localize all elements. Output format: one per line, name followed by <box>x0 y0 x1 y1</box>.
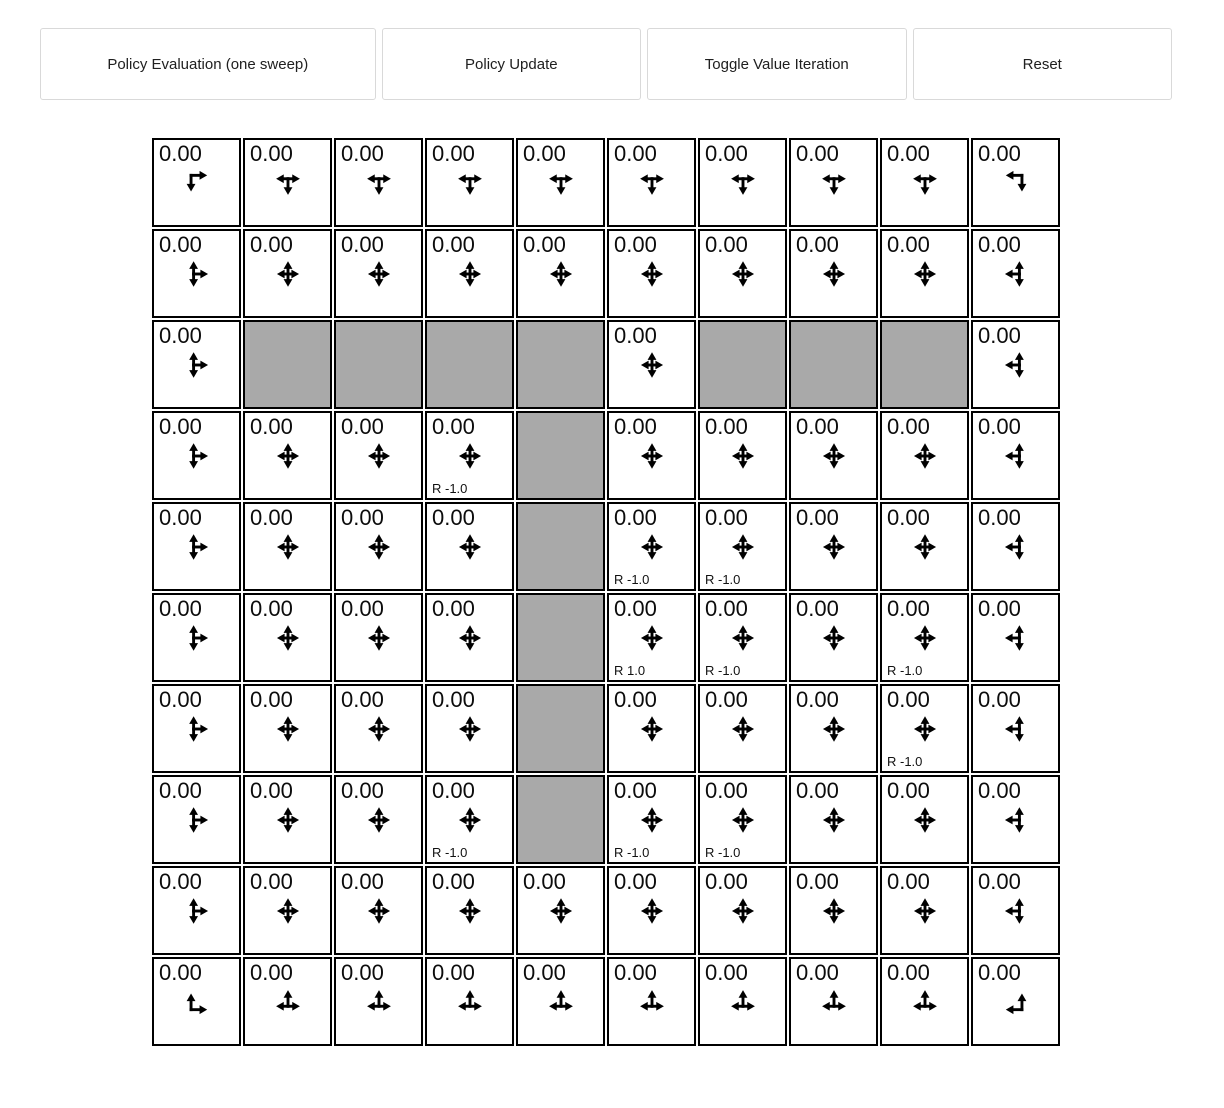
state-value: 0.00 <box>978 687 1021 712</box>
state-value: 0.00 <box>250 687 293 712</box>
policy-all-arrows-icon <box>362 439 396 473</box>
policy-left-right-up-arrows-icon <box>362 985 396 1019</box>
policy-left-right-down-arrows-icon <box>453 166 487 200</box>
state-value: 0.00 <box>250 596 293 621</box>
policy-left-right-down-arrows-icon <box>544 166 578 200</box>
state-value: 0.00 <box>705 778 748 803</box>
state-value: 0.00 <box>614 687 657 712</box>
policy-up-down-left-arrows-icon <box>999 348 1033 382</box>
policy-up-down-right-arrows-icon <box>180 439 214 473</box>
gridworld <box>152 138 1060 1046</box>
wall-cell <box>334 320 423 409</box>
grid-cell <box>243 411 332 500</box>
state-value: 0.00 <box>159 414 202 439</box>
grid-cell <box>971 684 1060 773</box>
state-value: 0.00 <box>614 323 657 348</box>
state-value: 0.00 <box>978 778 1021 803</box>
state-value: 0.00 <box>341 869 384 894</box>
state-value: 0.00 <box>341 687 384 712</box>
policy-left-right-up-arrows-icon <box>635 985 669 1019</box>
policy-all-arrows-icon <box>635 348 669 382</box>
state-value: 0.00 <box>887 869 930 894</box>
state-value: 0.00 <box>887 778 930 803</box>
grid-cell <box>607 866 696 955</box>
reward-label: R -1.0 <box>614 572 650 587</box>
policy-left-right-up-arrows-icon <box>726 985 760 1019</box>
grid-cell <box>425 229 514 318</box>
state-value: 0.00 <box>887 141 930 166</box>
state-value: 0.00 <box>523 232 566 257</box>
grid-cell <box>516 866 605 955</box>
state-value: 0.00 <box>159 960 202 985</box>
state-value: 0.00 <box>523 141 566 166</box>
state-value: 0.00 <box>796 778 839 803</box>
state-value: 0.00 <box>796 869 839 894</box>
policy-all-arrows-icon <box>726 439 760 473</box>
grid-cell <box>152 684 241 773</box>
state-value: 0.00 <box>159 596 202 621</box>
grid-cell <box>425 138 514 227</box>
grid-cell <box>243 593 332 682</box>
grid-cell <box>789 775 878 864</box>
policy-up-down-right-arrows-icon <box>180 621 214 655</box>
state-value: 0.00 <box>341 232 384 257</box>
state-value: 0.00 <box>159 778 202 803</box>
reward-label: R -1.0 <box>432 481 468 496</box>
grid-cell <box>698 957 787 1046</box>
policy-up-down-right-arrows-icon <box>180 348 214 382</box>
grid-cell <box>607 229 696 318</box>
state-value: 0.00 <box>432 778 475 803</box>
grid-cell <box>880 866 969 955</box>
policy-up-down-left-arrows-icon <box>999 257 1033 291</box>
state-value: 0.00 <box>614 960 657 985</box>
state-value: 0.00 <box>432 960 475 985</box>
policy-all-arrows-icon <box>635 257 669 291</box>
policy-left-right-up-arrows-icon <box>271 985 305 1019</box>
state-value: 0.00 <box>705 414 748 439</box>
grid-cell <box>607 775 696 864</box>
state-value: 0.00 <box>796 960 839 985</box>
grid-cell <box>698 684 787 773</box>
state-value: 0.00 <box>705 869 748 894</box>
grid-cell <box>334 593 423 682</box>
state-value: 0.00 <box>432 505 475 530</box>
grid-cell <box>152 502 241 591</box>
state-value: 0.00 <box>250 414 293 439</box>
grid-cell <box>425 775 514 864</box>
policy-left-right-up-arrows-icon <box>544 985 578 1019</box>
grid-cell <box>243 957 332 1046</box>
reward-label: R -1.0 <box>887 754 923 769</box>
policy-left-right-down-arrows-icon <box>726 166 760 200</box>
policy-up-down-left-arrows-icon <box>999 894 1033 928</box>
state-value: 0.00 <box>796 141 839 166</box>
state-value: 0.00 <box>978 596 1021 621</box>
grid-cell <box>880 138 969 227</box>
state-value: 0.00 <box>887 232 930 257</box>
grid-cell <box>789 684 878 773</box>
policy-left-right-down-arrows-icon <box>635 166 669 200</box>
grid-cell <box>152 229 241 318</box>
policy-all-arrows-icon <box>726 803 760 837</box>
policy-all-arrows-icon <box>635 439 669 473</box>
policy-all-arrows-icon <box>726 621 760 655</box>
policy-up-down-right-arrows-icon <box>180 894 214 928</box>
state-value: 0.00 <box>159 232 202 257</box>
policy-all-arrows-icon <box>817 530 851 564</box>
state-value: 0.00 <box>796 596 839 621</box>
state-value: 0.00 <box>887 960 930 985</box>
reward-label: R -1.0 <box>614 845 650 860</box>
state-value: 0.00 <box>978 414 1021 439</box>
grid-cell <box>971 229 1060 318</box>
grid-cell <box>516 138 605 227</box>
grid-cell <box>971 320 1060 409</box>
grid-cell <box>243 775 332 864</box>
state-value: 0.00 <box>250 232 293 257</box>
grid-cell <box>789 411 878 500</box>
policy-all-arrows-icon <box>362 530 396 564</box>
policy-all-arrows-icon <box>817 439 851 473</box>
policy-up-down-right-arrows-icon <box>180 530 214 564</box>
policy-all-arrows-icon <box>726 712 760 746</box>
state-value: 0.00 <box>159 323 202 348</box>
state-value: 0.00 <box>159 687 202 712</box>
reward-label: R -1.0 <box>705 572 741 587</box>
grid-cell <box>789 593 878 682</box>
policy-all-arrows-icon <box>726 530 760 564</box>
grid-cell <box>152 593 241 682</box>
policy-all-arrows-icon <box>908 530 942 564</box>
state-value: 0.00 <box>796 505 839 530</box>
policy-all-arrows-icon <box>453 803 487 837</box>
grid-cell <box>698 593 787 682</box>
reward-label: R -1.0 <box>887 663 923 678</box>
grid-cell <box>334 775 423 864</box>
state-value: 0.00 <box>978 505 1021 530</box>
policy-all-arrows-icon <box>908 803 942 837</box>
reward-label: R -1.0 <box>432 845 468 860</box>
grid-cell <box>334 229 423 318</box>
policy-left-right-down-arrows-icon <box>908 166 942 200</box>
grid-cell <box>880 957 969 1046</box>
grid-cell <box>425 684 514 773</box>
state-value: 0.00 <box>705 596 748 621</box>
policy-all-arrows-icon <box>453 530 487 564</box>
state-value: 0.00 <box>978 141 1021 166</box>
policy-all-arrows-icon <box>726 257 760 291</box>
policy-all-arrows-icon <box>453 712 487 746</box>
reset-button[interactable]: Reset <box>913 28 1172 100</box>
policy-all-arrows-icon <box>908 712 942 746</box>
wall-cell <box>516 502 605 591</box>
policy-up-down-left-arrows-icon <box>999 530 1033 564</box>
grid-cell <box>789 866 878 955</box>
grid-cell <box>243 138 332 227</box>
policy-all-arrows-icon <box>271 712 305 746</box>
state-value: 0.00 <box>614 869 657 894</box>
grid-cell <box>152 320 241 409</box>
grid-cell <box>971 775 1060 864</box>
grid-cell <box>425 957 514 1046</box>
policy-all-arrows-icon <box>544 894 578 928</box>
policy-all-arrows-icon <box>362 257 396 291</box>
grid-cell <box>607 593 696 682</box>
policy-all-arrows-icon <box>362 621 396 655</box>
policy-up-down-right-arrows-icon <box>180 803 214 837</box>
policy-up-down-left-arrows-icon <box>999 712 1033 746</box>
policy-all-arrows-icon <box>362 712 396 746</box>
grid-cell <box>334 866 423 955</box>
policy-left-right-down-arrows-icon <box>817 166 851 200</box>
reward-label: R 1.0 <box>614 663 646 678</box>
state-value: 0.00 <box>341 141 384 166</box>
wall-cell <box>243 320 332 409</box>
grid-cell <box>334 957 423 1046</box>
grid-cell <box>243 684 332 773</box>
grid-cell <box>698 138 787 227</box>
policy-left-right-up-arrows-icon <box>908 985 942 1019</box>
state-value: 0.00 <box>250 505 293 530</box>
grid-cell <box>698 775 787 864</box>
state-value: 0.00 <box>432 687 475 712</box>
wall-cell <box>425 320 514 409</box>
state-value: 0.00 <box>705 232 748 257</box>
grid-cell <box>607 684 696 773</box>
grid-cell <box>789 138 878 227</box>
state-value: 0.00 <box>614 596 657 621</box>
grid-cell <box>243 866 332 955</box>
grid-cell <box>880 775 969 864</box>
state-value: 0.00 <box>432 232 475 257</box>
policy-all-arrows-icon <box>908 257 942 291</box>
policy-all-arrows-icon <box>271 621 305 655</box>
grid-cell <box>789 957 878 1046</box>
wall-cell <box>698 320 787 409</box>
policy-all-arrows-icon <box>817 803 851 837</box>
state-value: 0.00 <box>796 232 839 257</box>
grid-cell <box>425 866 514 955</box>
wall-cell <box>516 593 605 682</box>
state-value: 0.00 <box>887 505 930 530</box>
state-value: 0.00 <box>432 141 475 166</box>
grid-cell <box>698 502 787 591</box>
grid-cell <box>971 502 1060 591</box>
state-value: 0.00 <box>432 414 475 439</box>
state-value: 0.00 <box>341 505 384 530</box>
grid-cell <box>243 502 332 591</box>
policy-evaluation-button[interactable]: Policy Evaluation (one sweep) <box>40 28 376 100</box>
policy-up-down-right-arrows-icon <box>180 257 214 291</box>
policy-up-right-arrows-icon <box>180 985 214 1019</box>
wall-cell <box>880 320 969 409</box>
grid-cell <box>971 593 1060 682</box>
state-value: 0.00 <box>250 960 293 985</box>
policy-left-right-up-arrows-icon <box>817 985 851 1019</box>
policy-all-arrows-icon <box>908 894 942 928</box>
state-value: 0.00 <box>978 869 1021 894</box>
policy-all-arrows-icon <box>453 621 487 655</box>
policy-all-arrows-icon <box>635 530 669 564</box>
policy-update-button[interactable]: Policy Update <box>382 28 641 100</box>
state-value: 0.00 <box>341 960 384 985</box>
policy-up-down-left-arrows-icon <box>999 803 1033 837</box>
state-value: 0.00 <box>250 869 293 894</box>
state-value: 0.00 <box>341 596 384 621</box>
reward-label: R -1.0 <box>705 663 741 678</box>
policy-all-arrows-icon <box>817 712 851 746</box>
grid-cell <box>516 229 605 318</box>
policy-all-arrows-icon <box>271 530 305 564</box>
policy-all-arrows-icon <box>271 439 305 473</box>
policy-all-arrows-icon <box>817 257 851 291</box>
policy-all-arrows-icon <box>635 621 669 655</box>
state-value: 0.00 <box>705 687 748 712</box>
state-value: 0.00 <box>159 141 202 166</box>
state-value: 0.00 <box>705 960 748 985</box>
grid-cell <box>880 593 969 682</box>
policy-all-arrows-icon <box>817 894 851 928</box>
toggle-value-iteration-button[interactable]: Toggle Value Iteration <box>647 28 906 100</box>
grid-cell <box>334 684 423 773</box>
policy-all-arrows-icon <box>635 712 669 746</box>
policy-all-arrows-icon <box>908 439 942 473</box>
grid-cell <box>880 411 969 500</box>
policy-all-arrows-icon <box>271 803 305 837</box>
state-value: 0.00 <box>978 323 1021 348</box>
wall-cell <box>516 775 605 864</box>
grid-cell <box>243 229 332 318</box>
grid-cell <box>698 229 787 318</box>
grid-cell <box>971 138 1060 227</box>
policy-up-down-left-arrows-icon <box>999 621 1033 655</box>
policy-all-arrows-icon <box>453 257 487 291</box>
state-value: 0.00 <box>887 414 930 439</box>
policy-left-right-up-arrows-icon <box>453 985 487 1019</box>
grid-cell <box>334 502 423 591</box>
grid-cell <box>334 138 423 227</box>
state-value: 0.00 <box>432 596 475 621</box>
state-value: 0.00 <box>705 141 748 166</box>
grid-cell <box>698 411 787 500</box>
grid-cell <box>789 502 878 591</box>
grid-cell <box>607 138 696 227</box>
grid-cell <box>971 866 1060 955</box>
policy-all-arrows-icon <box>635 803 669 837</box>
policy-left-right-down-arrows-icon <box>362 166 396 200</box>
state-value: 0.00 <box>250 141 293 166</box>
grid-cell <box>425 593 514 682</box>
state-value: 0.00 <box>159 505 202 530</box>
grid-cell <box>789 229 878 318</box>
grid-cell <box>334 411 423 500</box>
policy-up-left-arrows-icon <box>999 985 1033 1019</box>
state-value: 0.00 <box>978 960 1021 985</box>
wall-cell <box>516 320 605 409</box>
reward-label: R -1.0 <box>705 845 741 860</box>
policy-up-down-left-arrows-icon <box>999 439 1033 473</box>
state-value: 0.00 <box>796 687 839 712</box>
grid-cell <box>607 957 696 1046</box>
grid-cell <box>880 502 969 591</box>
state-value: 0.00 <box>614 778 657 803</box>
policy-all-arrows-icon <box>817 621 851 655</box>
policy-left-right-down-arrows-icon <box>271 166 305 200</box>
state-value: 0.00 <box>887 596 930 621</box>
wall-cell <box>516 684 605 773</box>
policy-all-arrows-icon <box>453 439 487 473</box>
state-value: 0.00 <box>341 778 384 803</box>
state-value: 0.00 <box>250 778 293 803</box>
toolbar <box>40 28 1172 100</box>
grid-cell <box>152 866 241 955</box>
policy-up-down-right-arrows-icon <box>180 712 214 746</box>
grid-cell <box>152 775 241 864</box>
policy-down-left-arrows-icon <box>999 166 1033 200</box>
policy-all-arrows-icon <box>908 621 942 655</box>
policy-all-arrows-icon <box>271 894 305 928</box>
state-value: 0.00 <box>432 869 475 894</box>
state-value: 0.00 <box>523 869 566 894</box>
state-value: 0.00 <box>614 232 657 257</box>
state-value: 0.00 <box>341 414 384 439</box>
state-value: 0.00 <box>796 414 839 439</box>
wall-cell <box>789 320 878 409</box>
grid-cell <box>971 411 1060 500</box>
grid-cell <box>152 411 241 500</box>
grid-cell <box>880 684 969 773</box>
state-value: 0.00 <box>978 232 1021 257</box>
state-value: 0.00 <box>614 414 657 439</box>
state-value: 0.00 <box>887 687 930 712</box>
policy-all-arrows-icon <box>544 257 578 291</box>
state-value: 0.00 <box>523 960 566 985</box>
policy-all-arrows-icon <box>726 894 760 928</box>
grid-cell <box>607 320 696 409</box>
grid-cell <box>425 411 514 500</box>
policy-all-arrows-icon <box>453 894 487 928</box>
wall-cell <box>516 411 605 500</box>
policy-all-arrows-icon <box>362 803 396 837</box>
policy-all-arrows-icon <box>362 894 396 928</box>
grid-cell <box>607 411 696 500</box>
grid-cell <box>425 502 514 591</box>
policy-all-arrows-icon <box>271 257 305 291</box>
grid-cell <box>971 957 1060 1046</box>
state-value: 0.00 <box>159 869 202 894</box>
policy-down-right-arrows-icon <box>180 166 214 200</box>
policy-all-arrows-icon <box>635 894 669 928</box>
state-value: 0.00 <box>705 505 748 530</box>
grid-cell <box>607 502 696 591</box>
state-value: 0.00 <box>614 141 657 166</box>
state-value: 0.00 <box>614 505 657 530</box>
grid-cell <box>880 229 969 318</box>
grid-cell <box>516 957 605 1046</box>
grid-cell <box>152 957 241 1046</box>
grid-cell <box>152 138 241 227</box>
grid-cell <box>698 866 787 955</box>
